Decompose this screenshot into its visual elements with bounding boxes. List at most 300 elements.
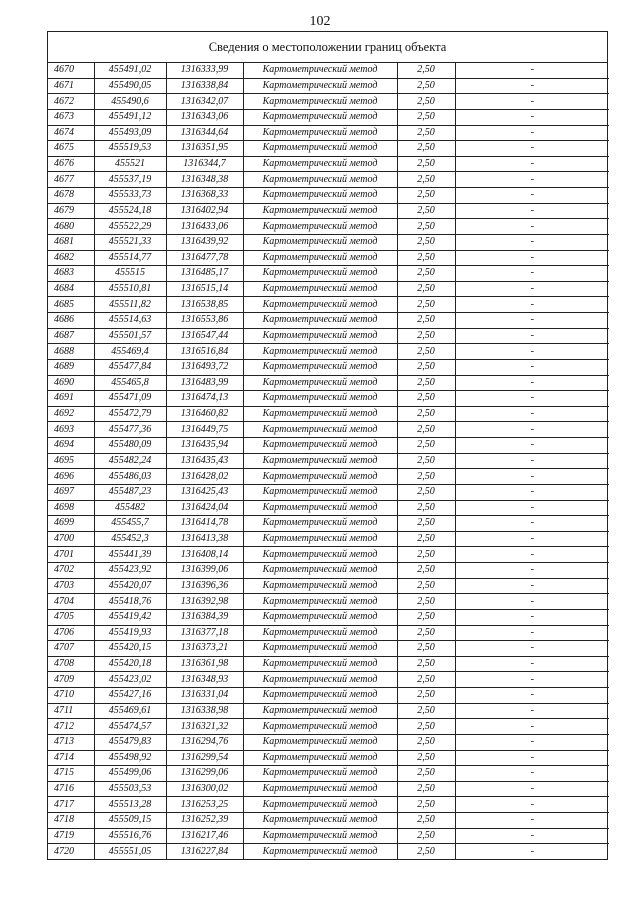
- table-row: [48, 359, 609, 375]
- point-number-cell: 4711: [48, 703, 94, 719]
- accuracy-cell: 2,50: [397, 375, 455, 391]
- y-coordinate-cell: 1316373,21: [166, 641, 243, 657]
- accuracy-cell: 2,50: [397, 625, 455, 641]
- accuracy-cell: 2,50: [397, 250, 455, 266]
- accuracy-cell: 2,50: [397, 281, 455, 297]
- y-coordinate-cell: 1316402,94: [166, 203, 243, 219]
- point-number-cell: 4712: [48, 719, 94, 735]
- x-coordinate-cell: 455533,73: [94, 188, 166, 204]
- y-coordinate-cell: 1316396,36: [166, 578, 243, 594]
- description-cell: -: [455, 672, 609, 688]
- x-coordinate-cell: 455419,42: [94, 609, 166, 625]
- accuracy-cell: 2,50: [397, 266, 455, 282]
- y-coordinate-cell: 1316344,7: [166, 156, 243, 172]
- description-cell: -: [455, 344, 609, 360]
- table-row: [48, 234, 609, 250]
- description-cell: -: [455, 734, 609, 750]
- point-number-cell: 4684: [48, 281, 94, 297]
- y-coordinate-cell: 1316333,99: [166, 63, 243, 78]
- y-coordinate-cell: 1316361,98: [166, 656, 243, 672]
- x-coordinate-cell: 455516,76: [94, 828, 166, 844]
- table-row: [48, 266, 609, 282]
- table-row: [48, 94, 609, 110]
- accuracy-cell: 2,50: [397, 94, 455, 110]
- point-number-cell: 4714: [48, 750, 94, 766]
- point-number-cell: 4683: [48, 266, 94, 282]
- y-coordinate-cell: 1316342,07: [166, 94, 243, 110]
- accuracy-cell: 2,50: [397, 484, 455, 500]
- accuracy-cell: 2,50: [397, 406, 455, 422]
- x-coordinate-cell: 455491,02: [94, 63, 166, 78]
- y-coordinate-cell: 1316414,78: [166, 516, 243, 532]
- description-cell: -: [455, 813, 609, 829]
- point-number-cell: 4678: [48, 188, 94, 204]
- y-coordinate-cell: 1316227,84: [166, 844, 243, 859]
- description-cell: -: [455, 188, 609, 204]
- accuracy-cell: 2,50: [397, 703, 455, 719]
- point-number-cell: 4680: [48, 219, 94, 235]
- x-coordinate-cell: 455420,15: [94, 641, 166, 657]
- description-cell: -: [455, 203, 609, 219]
- y-coordinate-cell: 1316299,06: [166, 766, 243, 782]
- point-number-cell: 4690: [48, 375, 94, 391]
- accuracy-cell: 2,50: [397, 547, 455, 563]
- accuracy-cell: 2,50: [397, 156, 455, 172]
- accuracy-cell: 2,50: [397, 141, 455, 157]
- method-cell: Картометрический метод: [243, 313, 397, 329]
- x-coordinate-cell: 455423,92: [94, 563, 166, 579]
- x-coordinate-cell: 455499,06: [94, 766, 166, 782]
- table-row: [48, 63, 609, 78]
- table-row: [48, 813, 609, 829]
- table-row: [48, 641, 609, 657]
- description-cell: -: [455, 297, 609, 313]
- method-cell: Картометрический метод: [243, 422, 397, 438]
- x-coordinate-cell: 455477,36: [94, 422, 166, 438]
- description-cell: -: [455, 156, 609, 172]
- description-cell: -: [455, 500, 609, 516]
- x-coordinate-cell: 455419,93: [94, 625, 166, 641]
- point-number-cell: 4699: [48, 516, 94, 532]
- point-number-cell: 4696: [48, 469, 94, 485]
- description-cell: -: [455, 531, 609, 547]
- table-row: [48, 656, 609, 672]
- table-row: [48, 172, 609, 188]
- method-cell: Картометрический метод: [243, 813, 397, 829]
- description-cell: -: [455, 453, 609, 469]
- description-cell: -: [455, 406, 609, 422]
- accuracy-cell: 2,50: [397, 828, 455, 844]
- table-row: [48, 422, 609, 438]
- accuracy-cell: 2,50: [397, 438, 455, 454]
- method-cell: Картометрический метод: [243, 750, 397, 766]
- y-coordinate-cell: 1316384,39: [166, 609, 243, 625]
- description-cell: -: [455, 484, 609, 500]
- method-cell: Картометрический метод: [243, 63, 397, 78]
- table-row: [48, 703, 609, 719]
- x-coordinate-cell: 455480,09: [94, 438, 166, 454]
- point-number-cell: 4716: [48, 781, 94, 797]
- point-number-cell: 4679: [48, 203, 94, 219]
- method-cell: Картометрический метод: [243, 547, 397, 563]
- method-cell: Картометрический метод: [243, 641, 397, 657]
- method-cell: Картометрический метод: [243, 734, 397, 750]
- y-coordinate-cell: 1316547,44: [166, 328, 243, 344]
- method-cell: Картометрический метод: [243, 656, 397, 672]
- description-cell: -: [455, 359, 609, 375]
- point-number-cell: 4692: [48, 406, 94, 422]
- boundary-table-frame: [47, 31, 608, 860]
- point-number-cell: 4704: [48, 594, 94, 610]
- point-number-cell: 4677: [48, 172, 94, 188]
- method-cell: Картометрический метод: [243, 797, 397, 813]
- method-cell: Картометрический метод: [243, 219, 397, 235]
- point-number-cell: 4686: [48, 313, 94, 329]
- x-coordinate-cell: 455490,05: [94, 78, 166, 94]
- point-number-cell: 4718: [48, 813, 94, 829]
- table-row: [48, 594, 609, 610]
- description-cell: -: [455, 438, 609, 454]
- description-cell: -: [455, 266, 609, 282]
- method-cell: Картометрический метод: [243, 344, 397, 360]
- x-coordinate-cell: 455441,39: [94, 547, 166, 563]
- description-cell: -: [455, 141, 609, 157]
- point-number-cell: 4689: [48, 359, 94, 375]
- table-row: [48, 828, 609, 844]
- description-cell: -: [455, 234, 609, 250]
- accuracy-cell: 2,50: [397, 78, 455, 94]
- accuracy-cell: 2,50: [397, 469, 455, 485]
- y-coordinate-cell: 1316343,06: [166, 109, 243, 125]
- x-coordinate-cell: 455420,18: [94, 656, 166, 672]
- x-coordinate-cell: 455418,76: [94, 594, 166, 610]
- y-coordinate-cell: 1316331,04: [166, 688, 243, 704]
- x-coordinate-cell: 455469,4: [94, 344, 166, 360]
- table-title: Сведения о местоположении границ объекта: [48, 32, 607, 63]
- description-cell: -: [455, 469, 609, 485]
- x-coordinate-cell: 455479,83: [94, 734, 166, 750]
- method-cell: Картометрический метод: [243, 766, 397, 782]
- x-coordinate-cell: 455482: [94, 500, 166, 516]
- x-coordinate-cell: 455522,29: [94, 219, 166, 235]
- x-coordinate-cell: 455487,23: [94, 484, 166, 500]
- x-coordinate-cell: 455493,09: [94, 125, 166, 141]
- table-row: [48, 125, 609, 141]
- table-row: [48, 547, 609, 563]
- method-cell: Картометрический метод: [243, 141, 397, 157]
- description-cell: -: [455, 391, 609, 407]
- point-number-cell: 4674: [48, 125, 94, 141]
- y-coordinate-cell: 1316516,84: [166, 344, 243, 360]
- accuracy-cell: 2,50: [397, 797, 455, 813]
- y-coordinate-cell: 1316338,84: [166, 78, 243, 94]
- accuracy-cell: 2,50: [397, 500, 455, 516]
- description-cell: -: [455, 781, 609, 797]
- y-coordinate-cell: 1316338,98: [166, 703, 243, 719]
- point-number-cell: 4682: [48, 250, 94, 266]
- table-row: [48, 625, 609, 641]
- x-coordinate-cell: 455509,15: [94, 813, 166, 829]
- y-coordinate-cell: 1316553,86: [166, 313, 243, 329]
- accuracy-cell: 2,50: [397, 656, 455, 672]
- x-coordinate-cell: 455455,7: [94, 516, 166, 532]
- y-coordinate-cell: 1316413,38: [166, 531, 243, 547]
- accuracy-cell: 2,50: [397, 313, 455, 329]
- accuracy-cell: 2,50: [397, 672, 455, 688]
- y-coordinate-cell: 1316392,98: [166, 594, 243, 610]
- table-row: [48, 516, 609, 532]
- x-coordinate-cell: 455472,79: [94, 406, 166, 422]
- y-coordinate-cell: 1316299,54: [166, 750, 243, 766]
- y-coordinate-cell: 1316435,43: [166, 453, 243, 469]
- table-row: [48, 563, 609, 579]
- x-coordinate-cell: 455477,84: [94, 359, 166, 375]
- y-coordinate-cell: 1316321,32: [166, 719, 243, 735]
- table-row: [48, 141, 609, 157]
- description-cell: -: [455, 63, 609, 78]
- table-row: [48, 500, 609, 516]
- point-number-cell: 4698: [48, 500, 94, 516]
- description-cell: -: [455, 563, 609, 579]
- table-row: [48, 297, 609, 313]
- table-row: [48, 109, 609, 125]
- x-coordinate-cell: 455521,33: [94, 234, 166, 250]
- accuracy-cell: 2,50: [397, 844, 455, 859]
- x-coordinate-cell: 455521: [94, 156, 166, 172]
- method-cell: Картометрический метод: [243, 844, 397, 859]
- point-number-cell: 4675: [48, 141, 94, 157]
- method-cell: Картометрический метод: [243, 625, 397, 641]
- accuracy-cell: 2,50: [397, 813, 455, 829]
- y-coordinate-cell: 1316449,75: [166, 422, 243, 438]
- point-number-cell: 4694: [48, 438, 94, 454]
- description-cell: -: [455, 578, 609, 594]
- method-cell: Картометрический метод: [243, 609, 397, 625]
- table-row: [48, 844, 609, 859]
- point-number-cell: 4691: [48, 391, 94, 407]
- description-cell: -: [455, 172, 609, 188]
- x-coordinate-cell: 455519,53: [94, 141, 166, 157]
- description-cell: -: [455, 328, 609, 344]
- point-number-cell: 4670: [48, 63, 94, 78]
- point-number-cell: 4685: [48, 297, 94, 313]
- method-cell: Картометрический метод: [243, 703, 397, 719]
- description-cell: -: [455, 719, 609, 735]
- description-cell: -: [455, 109, 609, 125]
- x-coordinate-cell: 455515: [94, 266, 166, 282]
- x-coordinate-cell: 455514,77: [94, 250, 166, 266]
- accuracy-cell: 2,50: [397, 297, 455, 313]
- point-number-cell: 4676: [48, 156, 94, 172]
- accuracy-cell: 2,50: [397, 328, 455, 344]
- y-coordinate-cell: 1316424,04: [166, 500, 243, 516]
- y-coordinate-cell: 1316428,02: [166, 469, 243, 485]
- accuracy-cell: 2,50: [397, 609, 455, 625]
- accuracy-cell: 2,50: [397, 781, 455, 797]
- x-coordinate-cell: 455471,09: [94, 391, 166, 407]
- method-cell: Картометрический метод: [243, 125, 397, 141]
- accuracy-cell: 2,50: [397, 125, 455, 141]
- accuracy-cell: 2,50: [397, 422, 455, 438]
- point-number-cell: 4705: [48, 609, 94, 625]
- accuracy-cell: 2,50: [397, 641, 455, 657]
- x-coordinate-cell: 455420,07: [94, 578, 166, 594]
- method-cell: Картометрический метод: [243, 156, 397, 172]
- method-cell: Картометрический метод: [243, 266, 397, 282]
- x-coordinate-cell: 455511,82: [94, 297, 166, 313]
- y-coordinate-cell: 1316348,38: [166, 172, 243, 188]
- point-number-cell: 4707: [48, 641, 94, 657]
- table-row: [48, 578, 609, 594]
- x-coordinate-cell: 455513,28: [94, 797, 166, 813]
- table-body: [48, 63, 609, 859]
- description-cell: -: [455, 375, 609, 391]
- method-cell: Картометрический метод: [243, 203, 397, 219]
- method-cell: Картометрический метод: [243, 188, 397, 204]
- table-row: [48, 797, 609, 813]
- table-row: [48, 219, 609, 235]
- y-coordinate-cell: 1316425,43: [166, 484, 243, 500]
- description-cell: -: [455, 78, 609, 94]
- description-cell: -: [455, 656, 609, 672]
- method-cell: Картометрический метод: [243, 328, 397, 344]
- point-number-cell: 4700: [48, 531, 94, 547]
- description-cell: -: [455, 250, 609, 266]
- method-cell: Картометрический метод: [243, 516, 397, 532]
- accuracy-cell: 2,50: [397, 516, 455, 532]
- x-coordinate-cell: 455503,53: [94, 781, 166, 797]
- accuracy-cell: 2,50: [397, 594, 455, 610]
- method-cell: Картометрический метод: [243, 781, 397, 797]
- x-coordinate-cell: 455474,57: [94, 719, 166, 735]
- table-row: [48, 313, 609, 329]
- description-cell: -: [455, 609, 609, 625]
- accuracy-cell: 2,50: [397, 453, 455, 469]
- accuracy-cell: 2,50: [397, 63, 455, 78]
- description-cell: -: [455, 766, 609, 782]
- method-cell: Картометрический метод: [243, 672, 397, 688]
- point-number-cell: 4702: [48, 563, 94, 579]
- table-row: [48, 766, 609, 782]
- method-cell: Картометрический метод: [243, 719, 397, 735]
- y-coordinate-cell: 1316515,14: [166, 281, 243, 297]
- method-cell: Картометрический метод: [243, 531, 397, 547]
- method-cell: Картометрический метод: [243, 250, 397, 266]
- y-coordinate-cell: 1316348,93: [166, 672, 243, 688]
- y-coordinate-cell: 1316439,92: [166, 234, 243, 250]
- y-coordinate-cell: 1316399,06: [166, 563, 243, 579]
- method-cell: Картометрический метод: [243, 391, 397, 407]
- description-cell: -: [455, 422, 609, 438]
- method-cell: Картометрический метод: [243, 453, 397, 469]
- point-number-cell: 4695: [48, 453, 94, 469]
- point-number-cell: 4719: [48, 828, 94, 844]
- method-cell: Картометрический метод: [243, 406, 397, 422]
- table-row: [48, 78, 609, 94]
- table-row: [48, 375, 609, 391]
- table-row: [48, 406, 609, 422]
- description-cell: -: [455, 844, 609, 859]
- y-coordinate-cell: 1316538,85: [166, 297, 243, 313]
- accuracy-cell: 2,50: [397, 531, 455, 547]
- table-row: [48, 344, 609, 360]
- point-number-cell: 4671: [48, 78, 94, 94]
- y-coordinate-cell: 1316485,17: [166, 266, 243, 282]
- x-coordinate-cell: 455537,19: [94, 172, 166, 188]
- description-cell: -: [455, 547, 609, 563]
- table-row: [48, 250, 609, 266]
- y-coordinate-cell: 1316433,06: [166, 219, 243, 235]
- method-cell: Картометрический метод: [243, 469, 397, 485]
- table-row: [48, 156, 609, 172]
- y-coordinate-cell: 1316460,82: [166, 406, 243, 422]
- point-number-cell: 4715: [48, 766, 94, 782]
- accuracy-cell: 2,50: [397, 766, 455, 782]
- description-cell: -: [455, 516, 609, 532]
- point-number-cell: 4717: [48, 797, 94, 813]
- table-row: [48, 609, 609, 625]
- description-cell: -: [455, 797, 609, 813]
- point-number-cell: 4710: [48, 688, 94, 704]
- point-number-cell: 4708: [48, 656, 94, 672]
- accuracy-cell: 2,50: [397, 719, 455, 735]
- y-coordinate-cell: 1316477,78: [166, 250, 243, 266]
- page-number: 102: [309, 14, 331, 29]
- method-cell: Картометрический метод: [243, 484, 397, 500]
- x-coordinate-cell: 455427,16: [94, 688, 166, 704]
- table-row: [48, 469, 609, 485]
- method-cell: Картометрический метод: [243, 297, 397, 313]
- method-cell: Картометрический метод: [243, 281, 397, 297]
- description-cell: -: [455, 625, 609, 641]
- accuracy-cell: 2,50: [397, 563, 455, 579]
- accuracy-cell: 2,50: [397, 391, 455, 407]
- x-coordinate-cell: 455452,3: [94, 531, 166, 547]
- method-cell: Картометрический метод: [243, 578, 397, 594]
- x-coordinate-cell: 455490,6: [94, 94, 166, 110]
- description-cell: -: [455, 703, 609, 719]
- accuracy-cell: 2,50: [397, 234, 455, 250]
- x-coordinate-cell: 455482,24: [94, 453, 166, 469]
- table-row: [48, 203, 609, 219]
- table-row: [48, 281, 609, 297]
- table-row: [48, 328, 609, 344]
- x-coordinate-cell: 455551,05: [94, 844, 166, 859]
- method-cell: Картометрический метод: [243, 828, 397, 844]
- table-row: [48, 391, 609, 407]
- method-cell: Картометрический метод: [243, 500, 397, 516]
- description-cell: -: [455, 828, 609, 844]
- accuracy-cell: 2,50: [397, 750, 455, 766]
- accuracy-cell: 2,50: [397, 109, 455, 125]
- y-coordinate-cell: 1316351,95: [166, 141, 243, 157]
- point-number-cell: 4681: [48, 234, 94, 250]
- x-coordinate-cell: 455514,63: [94, 313, 166, 329]
- point-number-cell: 4697: [48, 484, 94, 500]
- table-row: [48, 531, 609, 547]
- method-cell: Картометрический метод: [243, 234, 397, 250]
- point-number-cell: 4713: [48, 734, 94, 750]
- point-number-cell: 4720: [48, 844, 94, 859]
- description-cell: -: [455, 125, 609, 141]
- point-number-cell: 4703: [48, 578, 94, 594]
- point-number-cell: 4673: [48, 109, 94, 125]
- point-number-cell: 4693: [48, 422, 94, 438]
- y-coordinate-cell: 1316217,46: [166, 828, 243, 844]
- method-cell: Картометрический метод: [243, 172, 397, 188]
- table-row: [48, 719, 609, 735]
- boundary-table: [48, 63, 609, 859]
